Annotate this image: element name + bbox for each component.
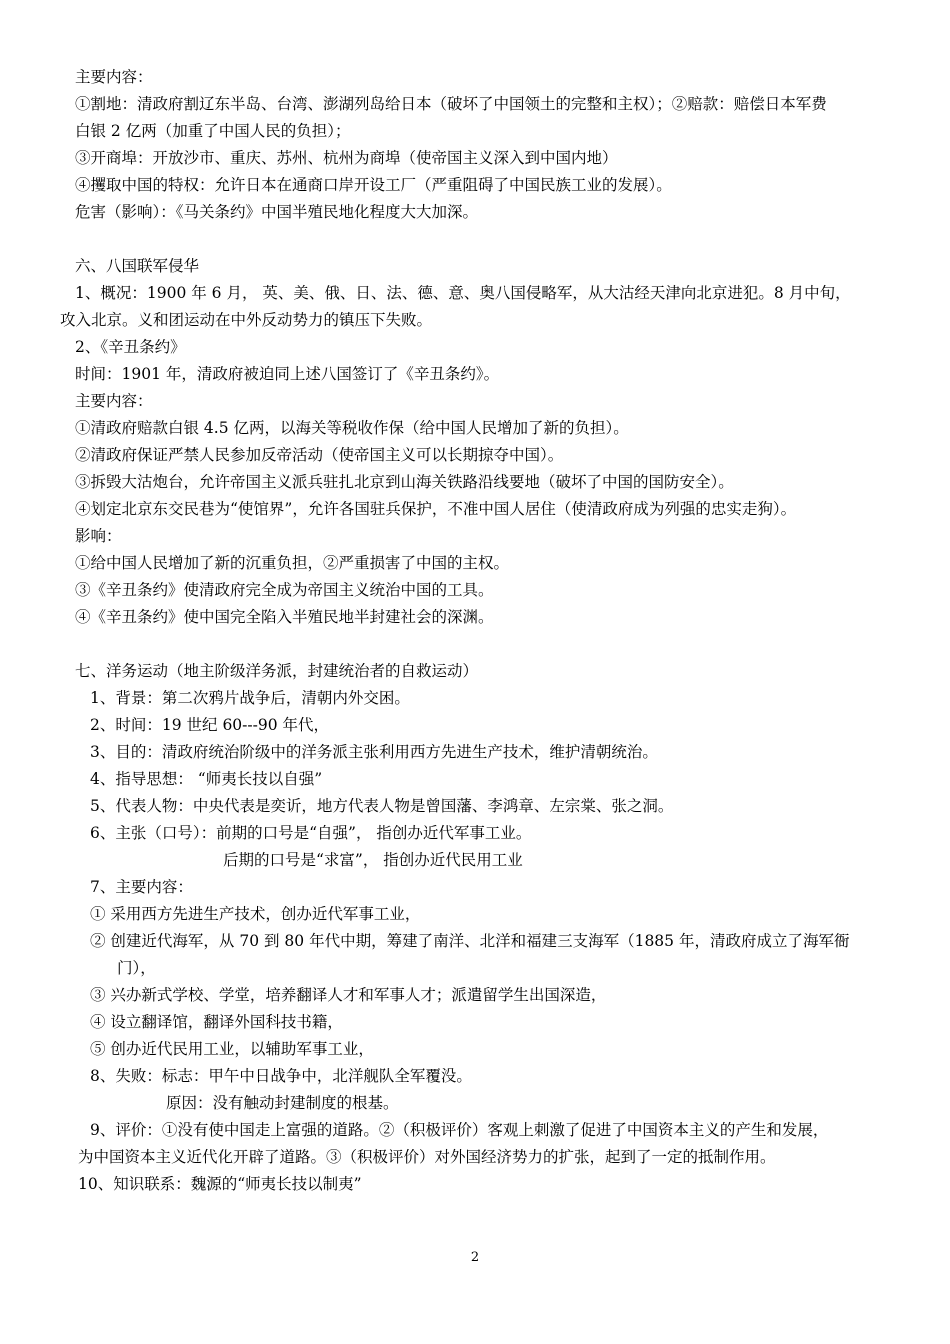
text-line: ③《辛丑条约》使清政府完全成为帝国主义统治中国的工具。 (75, 581, 494, 599)
text-line: ④划定北京东交民巷为“使馆界”，允许各国驻兵保护，不准中国人居住（使清政府成为列强的忠实走狗）。 (75, 500, 797, 518)
text-line: 原因：没有触动封建制度的根基。 (166, 1094, 399, 1112)
text-line: ④《辛丑条约》使中国完全陷入半殖民地半封建社会的深渊。 (75, 608, 494, 626)
text-line: 5、代表人物：中央代表是奕䜣，地方代表人物是曾国藩、李鸿章、左宗棠、张之洞。 (90, 797, 674, 815)
text-line: 白银 2 亿两（加重了中国人民的负担）； (75, 122, 351, 140)
text-line: 危害（影响）：《马关条约》中国半殖民地化程度大大加深。 (75, 203, 479, 221)
text-line: 1、背景：第二次鸦片战争后，清朝内外交困。 (90, 689, 410, 707)
text-line: 门）， (117, 959, 156, 977)
text-line: ⑤ 创办近代民用工业，以辅助军事工业， (90, 1040, 374, 1058)
text-line: ④攫取中国的特权：允许日本在通商口岸开设工厂（严重阻碍了中国民族工业的发展）。 (75, 176, 672, 194)
page-number: 2 (470, 1250, 480, 1265)
section-heading: 七、洋务运动（地主阶级洋务派，封建统治者的自救运动） (75, 662, 479, 680)
text-line: ②清政府保证严禁人民参加反帝活动（使帝国主义可以长期掠夺中国）。 (75, 446, 564, 464)
text-line: ④ 设立翻译馆，翻译外国科技书籍， (90, 1013, 343, 1031)
text-line: 4、指导思想： “师夷长技以自强” (90, 770, 323, 788)
text-line: 7、主要内容： (90, 878, 193, 896)
text-line: ③开商埠：开放沙市、重庆、苏州、杭州为商埠（使帝国主义深入到中国内地） (75, 149, 618, 167)
section-heading: 六、八国联军侵华 (75, 257, 200, 275)
text-line: 攻入北京。义和团运动在中外反动势力的镇压下失败。 (60, 311, 433, 329)
text-line: 时间：1901 年，清政府被迫同上述八国签订了《辛丑条约》。 (75, 365, 500, 383)
text-line: ③ 兴办新式学校、学堂，培养翻译人才和军事人才；派遣留学生出国深造， (90, 986, 607, 1004)
text-line: ③拆毁大沽炮台，允许帝国主义派兵驻扎北京到山海关铁路沿线要地（破坏了中国的国防安全）。 (75, 473, 734, 491)
text-line: 后期的口号是“求富”， 指创办近代民用工业 (223, 851, 523, 869)
text-line: 1、概况：1900 年 6 月， 英、美、俄、日、法、德、意、奥八国侵略军，从大沽经天津向北京进犯。8 月中旬， (75, 284, 851, 302)
text-line: 主要内容： (75, 392, 153, 410)
text-line: 10、知识联系：魏源的“师夷长技以制夷” (78, 1175, 362, 1193)
text-line: 2、《辛丑条约》 (75, 338, 186, 356)
text-line: 9、评价：①没有使中国走上富强的道路。②（积极评价）客观上刺激了促进了中国资本主义的产生和发展， (90, 1121, 829, 1139)
text-line: 2、时间：19 世纪 60---90 年代， (90, 716, 330, 734)
text-line: 为中国资本主义近代化开辟了道路。③（积极评价）对外国经济势力的扩张，起到了一定的抵制作用。 (78, 1148, 776, 1166)
text-line: ① 采用西方先进生产技术，创办近代军事工业， (90, 905, 421, 923)
text-line: ①割地：清政府割辽东半岛、台湾、澎湖列岛给日本（破坏了中国领土的完整和主权）；②赔款：赔偿日本军费 (75, 95, 827, 113)
text-line: ② 创建近代海军，从 70 到 80 年代中期，筹建了南洋、北洋和福建三支海军（1885 年，清政府成立了海军衙 (90, 932, 850, 950)
text-line: 影响： (75, 527, 122, 545)
text-line: 6、主张（口号）：前期的口号是“自强”， 指创办近代军事工业。 (90, 824, 532, 842)
text-line: ①给中国人民增加了新的沉重负担，②严重损害了中国的主权。 (75, 554, 510, 572)
text-line: 3、目的：清政府统治阶级中的洋务派主张利用西方先进生产技术，维护清朝统治。 (90, 743, 658, 761)
text-line: ①清政府赔款白银 4.5 亿两，以海关等税收作保（给中国人民增加了新的负担）。 (75, 419, 629, 437)
text-line: 主要内容： (75, 68, 153, 86)
text-line: 8、失败：标志：甲午中日战争中，北洋舰队全军覆没。 (90, 1067, 472, 1085)
